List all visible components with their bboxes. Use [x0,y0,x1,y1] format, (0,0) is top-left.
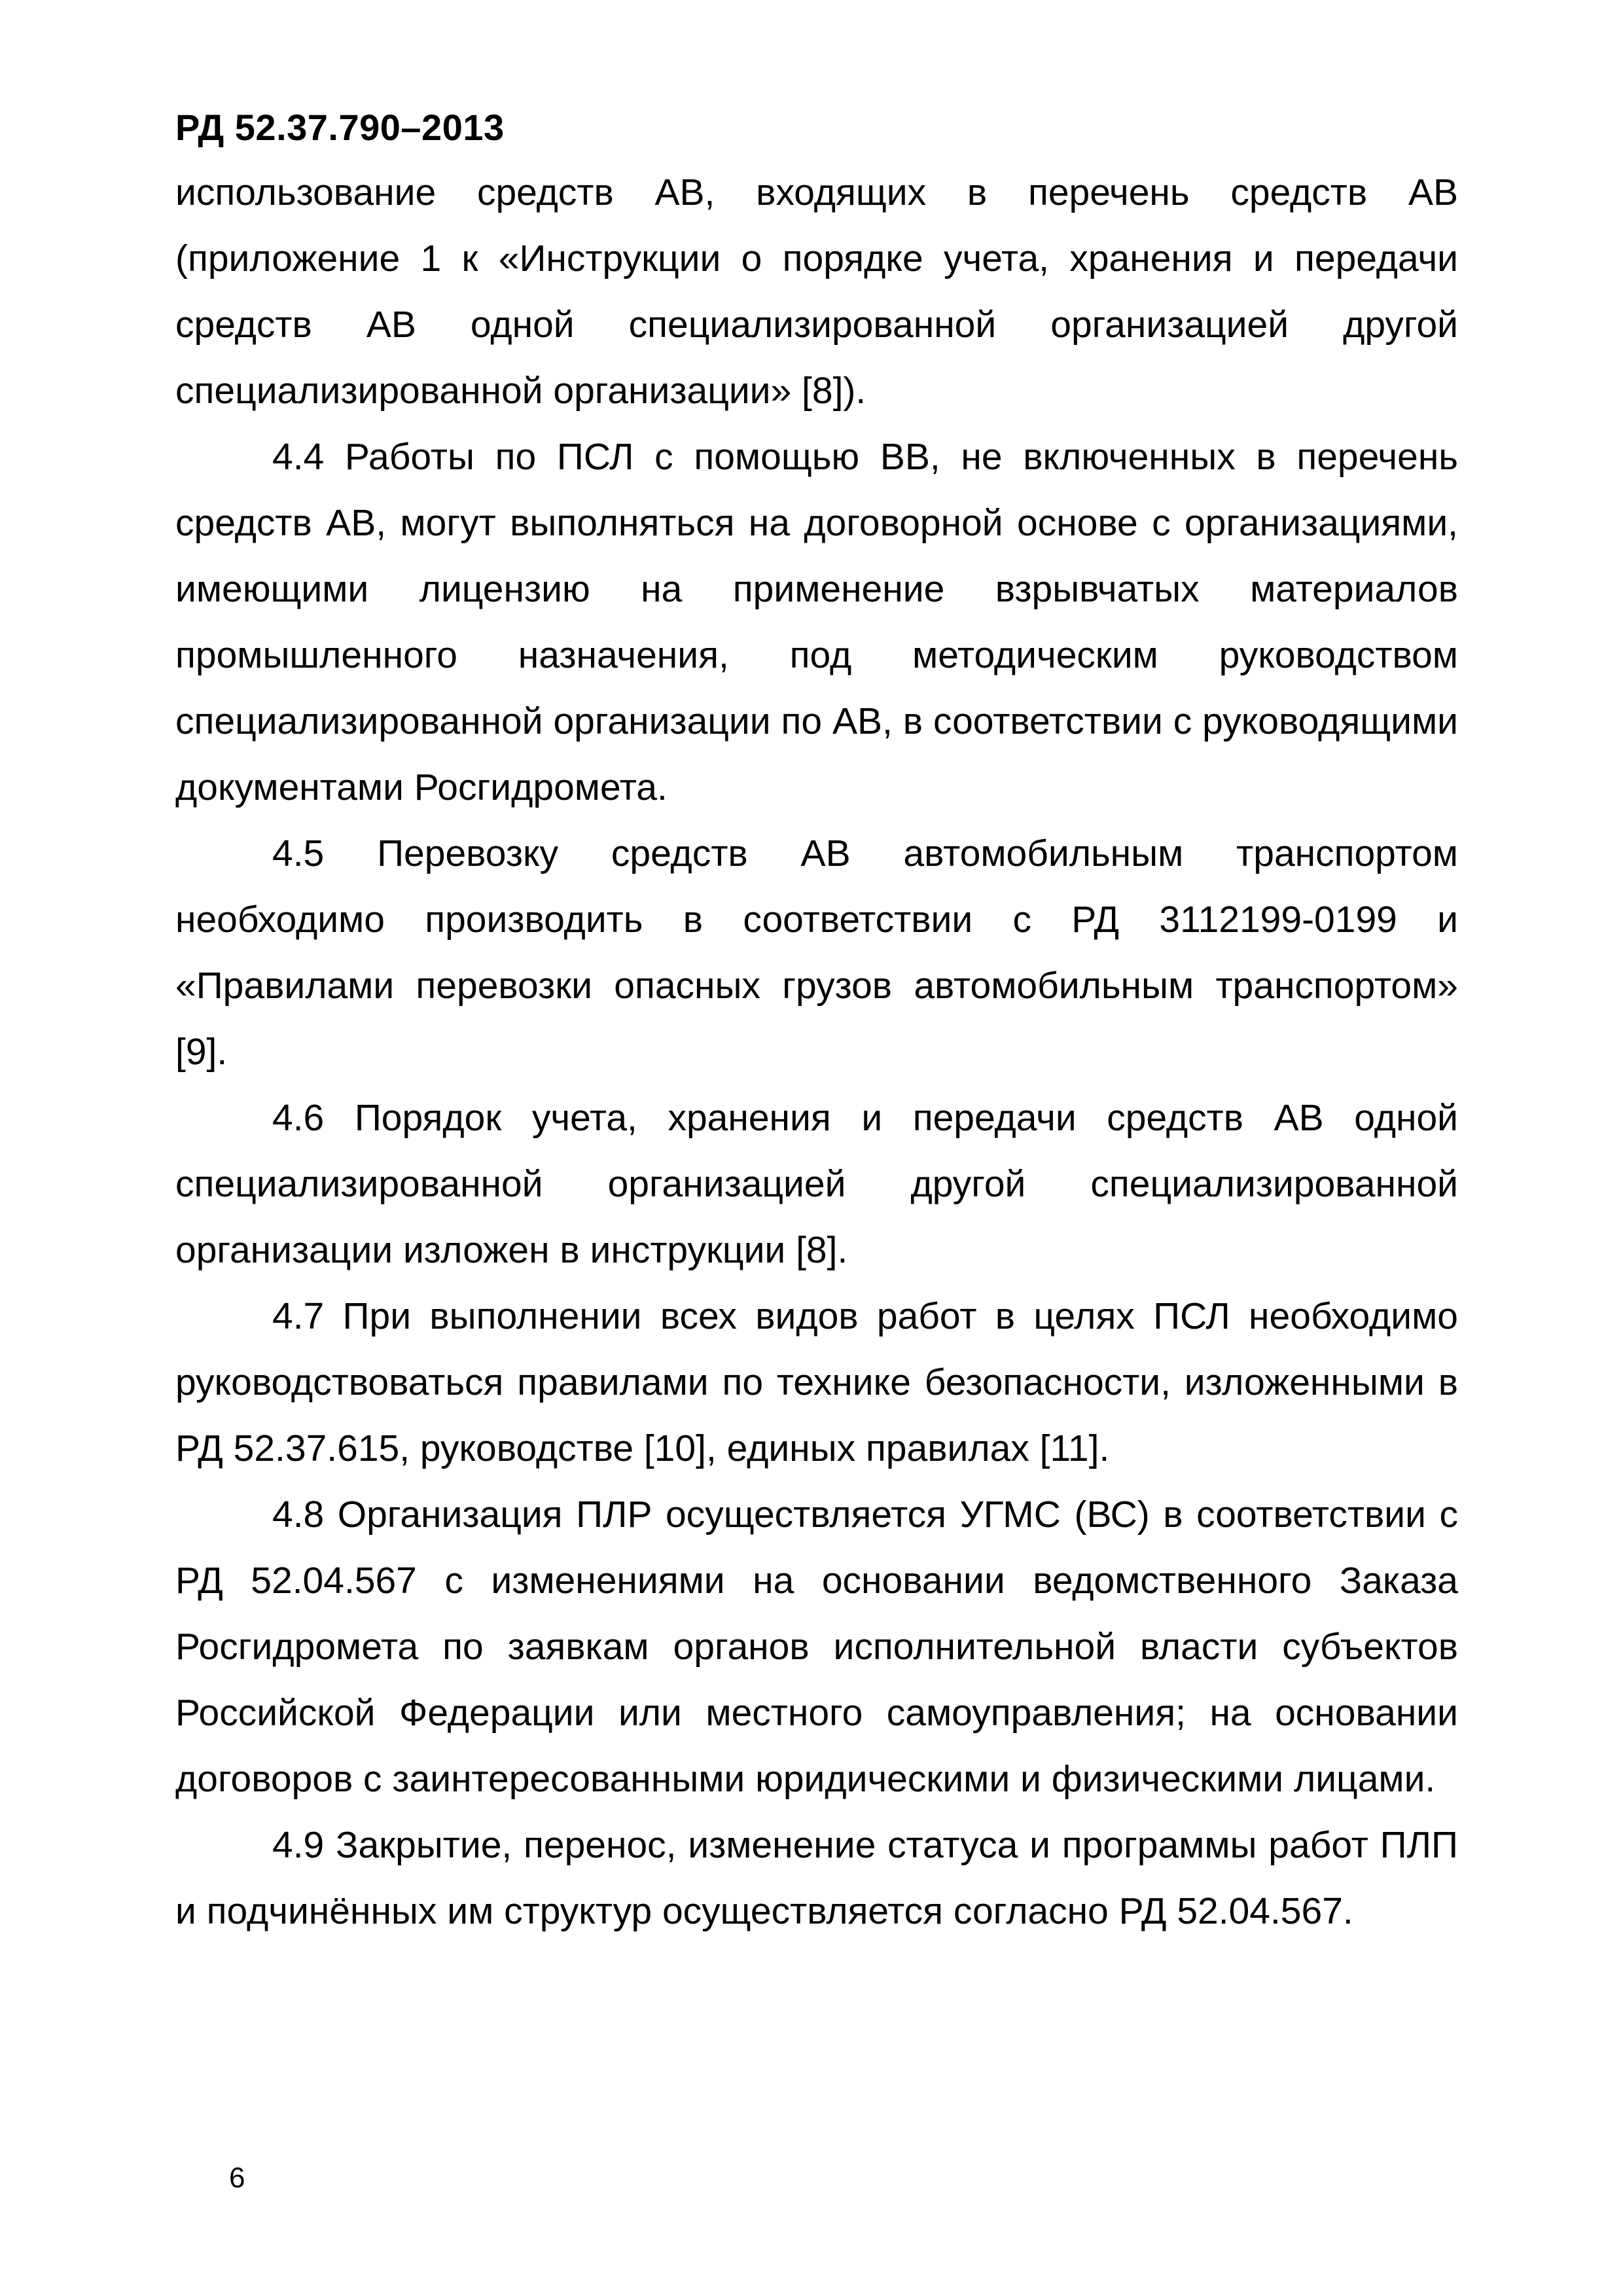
document-body [175,160,1458,1945]
paragraph-4-8: 4.8 Организация ПЛР осуществляется УГМС (ВС) в соответствии с РД 52.04.567 с изменениями на основании ведомственного Заказа Росгидромета по заявкам органов исполнительной власти субъектов Российской Федерации или местного самоуправления; на основании договоров с заинтересованными юридическими и физическими лицами. [175,1494,1458,1800]
paragraph-4-4: 4.4 Работы по ПСЛ с помощью ВВ, не включенных в перечень средств АВ, могут выполняться на договорной основе с организациями, имеющими лицензию на применение взрывчатых материалов промышленного назначения, под методическим руководством специализированной организации по АВ, в соответствии с руководящими документами Росгидромета. [175,436,1458,808]
paragraph-continuation: использование средств АВ, входящих в перечень средств АВ (приложение 1 к «Инструкции о порядке учета, хранения и передачи средств АВ одной специализированной организацией другой специализированной организации» [8]). [175,171,1458,412]
document-header: РД 52.37.790–2013 [175,107,505,148]
paragraph-4-5: 4.5 Перевозку средств АВ автомобильным транспортом необходимо производить в соответствии с РД 3112199-0199 и «Правилами перевозки опасных грузов автомобильным транспортом» [9]. [175,833,1458,1073]
paragraph-4-7: 4.7 При выполнении всех видов работ в целях ПСЛ необходимо руководствоваться правилами по технике безопасности, изложенными в РД 52.37.615, руководстве [10], единых правилах [11]. [175,1295,1458,1469]
paragraph-4-6: 4.6 Порядок учета, хранения и передачи средств АВ одной специализированной организацией другой специализированной организации изложен в инструкции [8]. [175,1097,1458,1271]
page-number: 6 [229,2162,245,2194]
paragraph-4-9: 4.9 Закрытие, перенос, изменение статуса и программы работ ПЛП и подчинённых им структур осуществляется согласно РД 52.04.567. [175,1824,1458,1932]
